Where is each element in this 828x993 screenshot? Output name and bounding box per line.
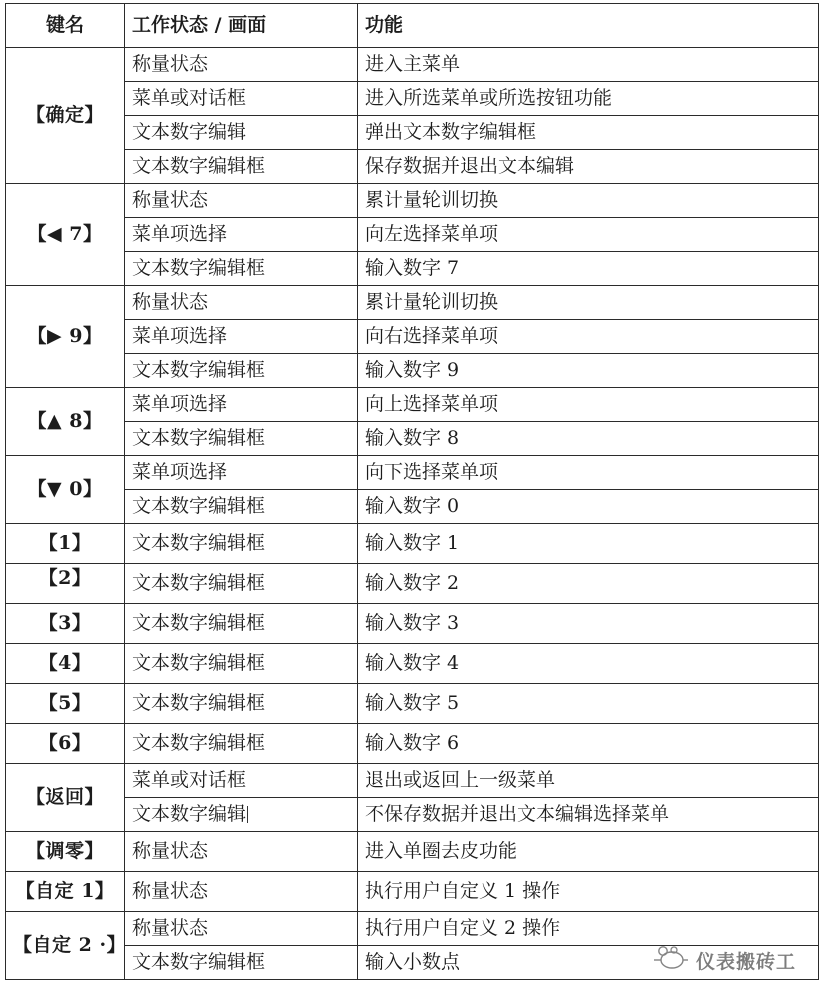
function-cell: 进入主菜单: [358, 48, 819, 82]
function-cell: 向右选择菜单项: [358, 320, 819, 354]
table-row: [6, 724, 819, 764]
table-row: [6, 150, 819, 184]
function-cell: 向上选择菜单项: [358, 388, 819, 422]
function-cell: 输入数字 3: [358, 604, 819, 644]
function-cell: 不保存数据并退出文本编辑选择菜单: [358, 798, 819, 832]
table-row: [6, 82, 819, 116]
table-header-row: [6, 4, 819, 48]
work-state-cell: 文本数字编辑: [125, 116, 358, 150]
work-state-cell: 文本数字编辑框: [125, 354, 358, 388]
table-row: [6, 320, 819, 354]
table-row: [6, 48, 819, 82]
table-row: [6, 490, 819, 524]
function-cell: 弹出文本数字编辑框: [358, 116, 819, 150]
table-row: [6, 354, 819, 388]
function-cell: 输入数字 1: [358, 524, 819, 564]
table-row: [6, 872, 819, 912]
function-cell: 输入数字 0: [358, 490, 819, 524]
table-row: [6, 524, 819, 564]
column-header-state: 工作状态 / 画面: [125, 4, 358, 48]
work-state-cell: 菜单或对话框: [125, 82, 358, 116]
function-cell: 执行用户自定义 1 操作: [358, 872, 819, 912]
key-name-cell: 【调零】: [6, 832, 125, 872]
function-cell: 输入小数点: [358, 946, 819, 980]
key-name-cell: 【▼ 0】: [6, 456, 125, 524]
function-cell: 输入数字 9: [358, 354, 819, 388]
key-name-cell: 【▶ 9】: [6, 286, 125, 388]
table-row: [6, 252, 819, 286]
function-cell: 退出或返回上一级菜单: [358, 764, 819, 798]
watermark-text: 仪表搬砖工: [696, 951, 797, 973]
table-row: [6, 564, 819, 604]
text-cursor-artifact: [247, 806, 248, 823]
work-state-cell: 文本数字编辑框: [125, 490, 358, 524]
work-state-cell: 文本数字编辑框: [125, 150, 358, 184]
work-state-cell: 称量状态: [125, 184, 358, 218]
function-cell: 进入所选菜单或所选按钮功能: [358, 82, 819, 116]
key-name-cell: 【3】: [6, 604, 125, 644]
function-cell: 向下选择菜单项: [358, 456, 819, 490]
function-cell: 累计量轮训切换: [358, 286, 819, 320]
work-state-cell: 文本数字编辑框: [125, 524, 358, 564]
table-row: [6, 912, 819, 946]
function-cell: 进入单圈去皮功能: [358, 832, 819, 872]
function-cell: 输入数字 6: [358, 724, 819, 764]
work-state-cell: 文本数字编辑框: [125, 724, 358, 764]
work-state-cell: 文本数字编辑框: [125, 946, 358, 980]
work-state-cell: 称量状态: [125, 286, 358, 320]
table-row: [6, 946, 819, 980]
column-header-func: 功能: [358, 4, 819, 48]
function-cell: 执行用户自定义 2 操作: [358, 912, 819, 946]
function-cell: 输入数字 5: [358, 684, 819, 724]
table-row: [6, 832, 819, 872]
work-state-cell: 菜单项选择: [125, 456, 358, 490]
table-row: [6, 456, 819, 490]
column-header-key: 键名: [6, 4, 125, 48]
table-row: [6, 218, 819, 252]
work-state-cell: 文本数字编辑框: [125, 252, 358, 286]
table-row: [6, 644, 819, 684]
table-row: [6, 798, 819, 832]
table-row: [6, 764, 819, 798]
work-state-cell: 文本数字编辑框: [125, 422, 358, 456]
work-state-cell: 菜单项选择: [125, 388, 358, 422]
function-cell: 累计量轮训切换: [358, 184, 819, 218]
table-row: [6, 116, 819, 150]
work-state-cell: 称量状态: [125, 832, 358, 872]
key-name-cell: 【◀ 7】: [6, 184, 125, 286]
table-row: [6, 286, 819, 320]
function-cell: 输入数字 8: [358, 422, 819, 456]
work-state-cell: 称量状态: [125, 912, 358, 946]
function-cell: 保存数据并退出文本编辑: [358, 150, 819, 184]
key-name-cell: 【1】: [6, 524, 125, 564]
table-row: [6, 184, 819, 218]
work-state-cell: 称量状态: [125, 48, 358, 82]
work-state-cell: 菜单或对话框: [125, 764, 358, 798]
key-name-cell: 【5】: [6, 684, 125, 724]
function-cell: 向左选择菜单项: [358, 218, 819, 252]
table-row: [6, 388, 819, 422]
work-state-cell: 菜单项选择: [125, 320, 358, 354]
key-name-cell: 【6】: [6, 724, 125, 764]
key-name-cell: 【2】: [6, 564, 125, 604]
function-cell: 输入数字 2: [358, 564, 819, 604]
key-name-cell: 【4】: [6, 644, 125, 684]
key-name-cell: 【自定 1】: [6, 872, 125, 912]
table-row: [6, 422, 819, 456]
key-name-cell: 【返回】: [6, 764, 125, 832]
work-state-cell: 文本数字编辑框: [125, 564, 358, 604]
work-state-cell: 文本数字编辑框: [125, 644, 358, 684]
key-name-cell: 【▲ 8】: [6, 388, 125, 456]
work-state-cell: 文本数字编辑: [125, 798, 358, 832]
key-function-table: [5, 3, 819, 980]
function-cell: 输入数字 7: [358, 252, 819, 286]
key-name-cell: 【确定】: [6, 48, 125, 184]
table-row: [6, 684, 819, 724]
key-name-cell: 【自定 2 ·】: [6, 912, 125, 980]
work-state-cell: 文本数字编辑框: [125, 684, 358, 724]
function-cell: 输入数字 4: [358, 644, 819, 684]
work-state-cell: 称量状态: [125, 872, 358, 912]
table-row: [6, 604, 819, 644]
work-state-cell: 菜单项选择: [125, 218, 358, 252]
work-state-cell: 文本数字编辑框: [125, 604, 358, 644]
